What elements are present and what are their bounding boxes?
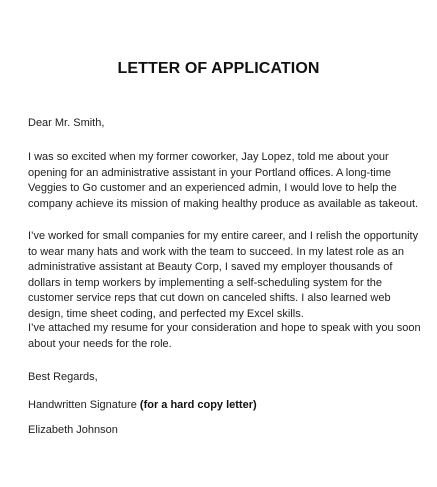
paragraph-3-text: I’ve attached my resume for your consideration and hope to speak with you soon about your needs for the role. bbox=[28, 322, 421, 350]
closing-text: Best Regards, bbox=[28, 371, 98, 383]
signature-label: Handwritten Signature bbox=[28, 399, 140, 411]
salutation bbox=[28, 116, 423, 132]
body-paragraph-1 bbox=[28, 150, 423, 212]
signature-line bbox=[28, 398, 423, 414]
paragraph-2-text: I’ve worked for small companies for my entire career, and I relish the opportunity to wear many hats and work with the team to succeed. In my latest role as an administrative assistant at Beauty Corp, I saved my employer thousands of dollars in temp workers by implementing a self-scheduling system for the customer service reps that cut down on canceled shifts. I also learned web design, time sheet coding, and perfected my Excel skills. bbox=[28, 230, 419, 320]
paragraph-1-text: I was so excited when my former coworker, Jay Lopez, told me about your opening for an administrative assistant in your Portland offices. A long-time Veggies to Go customer and an experienced admin, I would love to help the company achieve its mission of making healthy produce as available as takeout. bbox=[28, 151, 419, 210]
sender-name-block bbox=[28, 423, 423, 439]
signature-note: (for a hard copy letter) bbox=[139, 399, 257, 411]
closing bbox=[28, 370, 423, 386]
body-paragraph-2 bbox=[28, 229, 423, 322]
letter-title: LETTER OF APPLICATION bbox=[117, 60, 320, 77]
salutation-text: Dear Mr. Smith, bbox=[28, 117, 105, 129]
body-paragraph-3 bbox=[28, 321, 423, 352]
sender-name: Elizabeth Johnson bbox=[28, 424, 118, 436]
signature-line-text bbox=[28, 398, 423, 414]
